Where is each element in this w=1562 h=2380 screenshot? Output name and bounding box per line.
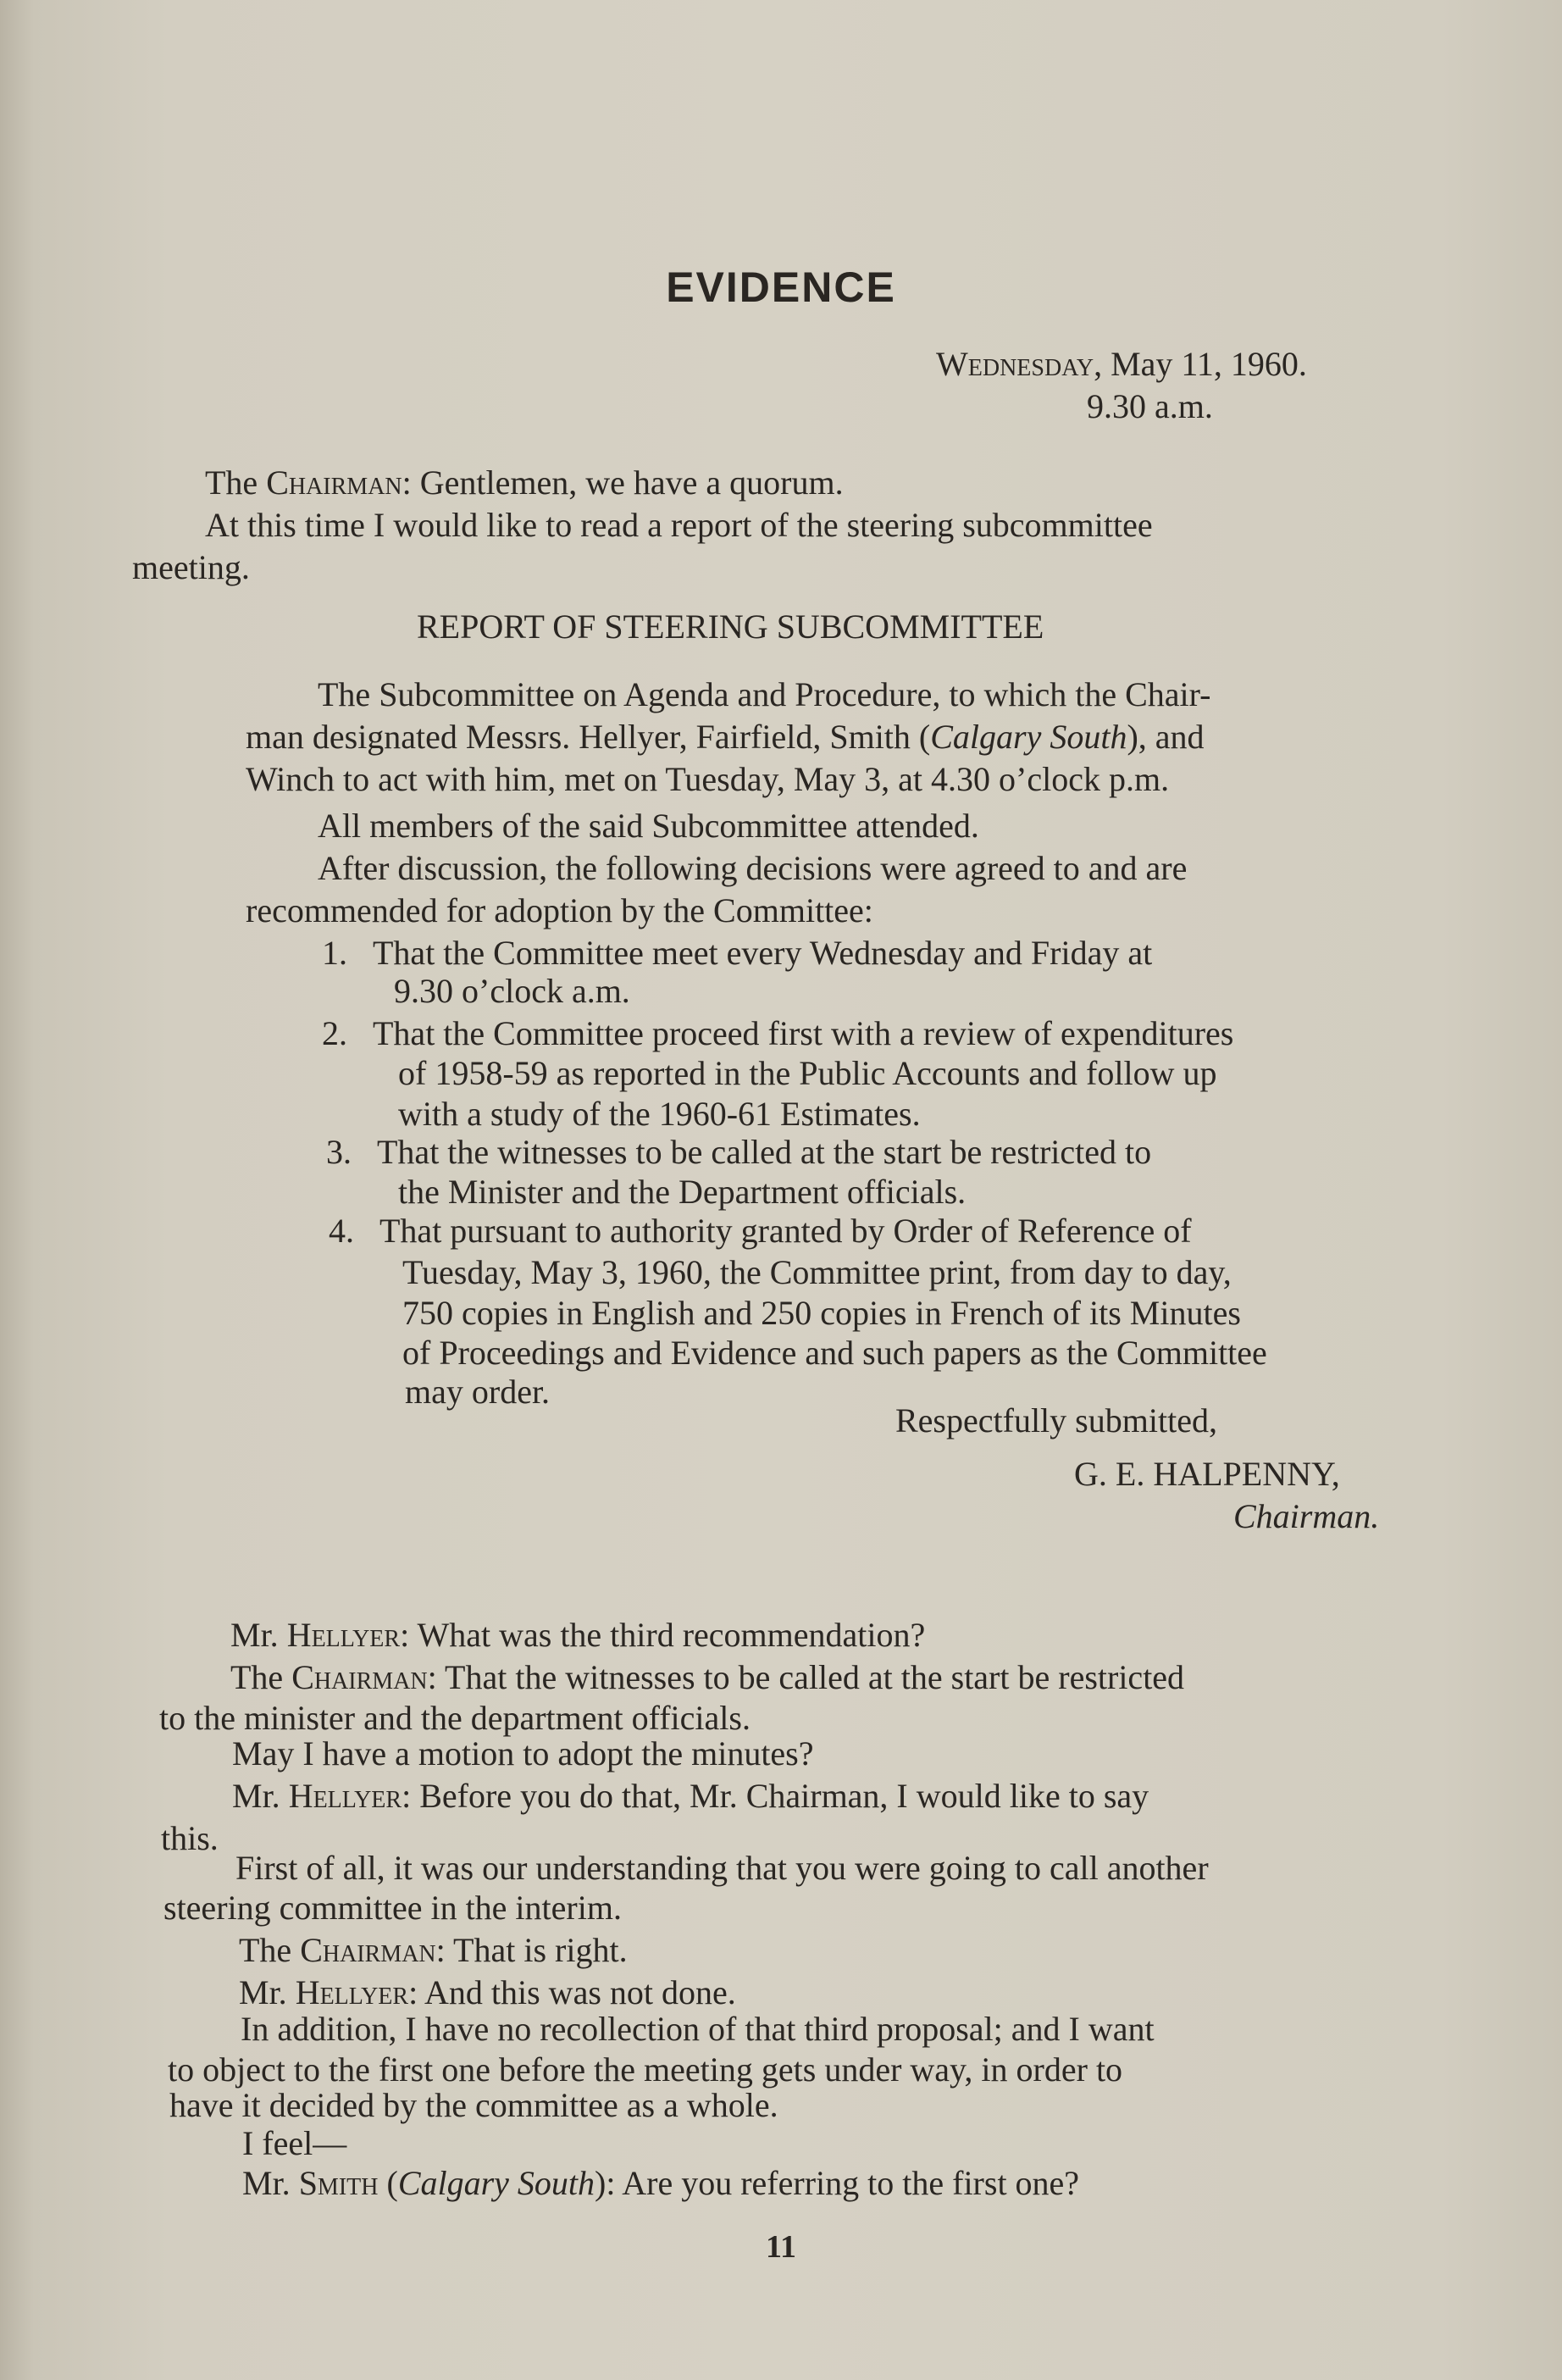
transcript-line-11: In addition, I have no recollection of that third proposal; and I want bbox=[241, 2010, 1155, 2048]
transcript-line-5 bbox=[232, 1775, 1149, 1817]
prefix: Mr. bbox=[230, 1616, 287, 1654]
prefix: The bbox=[230, 1658, 292, 1696]
report-heading: REPORT OF STEERING SUBCOMMITTEE bbox=[417, 607, 1044, 646]
item-number: 4. bbox=[329, 1212, 354, 1250]
report-item-1 bbox=[322, 932, 1152, 974]
item-number: 3. bbox=[326, 1133, 352, 1171]
report-item-3 bbox=[326, 1131, 1151, 1173]
report-para3-line1: After discussion, the following decisions were agreed to and are bbox=[318, 849, 1188, 887]
report-para2: All members of the said Subcommittee attended. bbox=[318, 807, 979, 845]
report-item-4-cont-1: Tuesday, May 3, 1960, the Committee print, from day to day, bbox=[402, 1253, 1232, 1291]
report-closing: Respectfully submitted, bbox=[895, 1401, 1217, 1440]
speech: : And this was not done. bbox=[408, 1973, 736, 2011]
report-item-4-cont-3: of Proceedings and Evidence and such papers as the Committee bbox=[402, 1334, 1267, 1372]
transcript-line-14: I feel— bbox=[242, 2124, 347, 2162]
report-item-2-cont-2: with a study of the 1960-61 Estimates. bbox=[398, 1095, 921, 1133]
transcript-line-9 bbox=[239, 1929, 628, 1972]
item-text: That the witnesses to be called at the start be restricted to bbox=[377, 1133, 1152, 1171]
transcript-line-1 bbox=[230, 1614, 925, 1656]
speaker-prefix: The bbox=[205, 463, 267, 502]
speech: : What was the third recommendation? bbox=[400, 1616, 926, 1654]
item-number: 1. bbox=[322, 934, 347, 972]
para1-after: ), and bbox=[1127, 718, 1205, 756]
speaker-chairman: Chairman bbox=[266, 463, 402, 502]
speech: : That the witnesses to be called at the start be restricted bbox=[427, 1658, 1185, 1696]
transcript-line-4: May I have a motion to adopt the minutes? bbox=[232, 1734, 814, 1773]
page-number: 11 bbox=[766, 2229, 796, 2265]
time-line: 9.30 a.m. bbox=[1087, 387, 1213, 425]
para1-text: man designated Messrs. Hellyer, Fairfield, Smith ( bbox=[246, 718, 931, 756]
opening-text: : Gentlemen, we have a quorum. bbox=[402, 463, 844, 502]
prefix: The bbox=[239, 1931, 301, 1969]
report-item-1-cont: 9.30 o’clock a.m. bbox=[394, 972, 630, 1010]
weekday: Wednesday bbox=[936, 345, 1094, 383]
item-number: 2. bbox=[322, 1014, 347, 1052]
report-item-4-cont-2: 750 copies in English and 250 copies in French of its Minutes bbox=[402, 1294, 1241, 1332]
report-para1-line2 bbox=[246, 716, 1205, 758]
speech: : Before you do that, Mr. Chairman, I would like to say bbox=[402, 1777, 1149, 1815]
speaker: Chairman bbox=[300, 1931, 436, 1969]
speech: : That is right. bbox=[435, 1931, 628, 1969]
report-signatory-title: Chairman. bbox=[1233, 1497, 1380, 1535]
transcript-line-15 bbox=[242, 2162, 1079, 2205]
report-para3-line2: recommended for adoption by the Committee: bbox=[246, 891, 873, 929]
item-text: That the Committee proceed first with a review of expenditures bbox=[373, 1014, 1234, 1052]
report-item-4 bbox=[329, 1210, 1192, 1252]
item-text: That pursuant to authority granted by Order of Reference of bbox=[379, 1212, 1192, 1250]
prefix: Mr. bbox=[239, 1973, 296, 2011]
report-item-2-cont-1: of 1958-59 as reported in the Public Accounts and follow up bbox=[398, 1054, 1217, 1092]
transcript-line-13: have it decided by the committee as a whole. bbox=[169, 2086, 778, 2124]
item-text: That the Committee meet every Wednesday and Friday at bbox=[373, 934, 1153, 972]
transcript-line-3: to the minister and the department officials. bbox=[159, 1699, 751, 1737]
opening-line-1 bbox=[205, 462, 844, 504]
report-para1-line1: The Subcommittee on Agenda and Procedure, to which the Chair- bbox=[318, 675, 1211, 713]
prefix: Mr. bbox=[242, 2164, 299, 2202]
speaker: Hellyer bbox=[286, 1616, 401, 1654]
transcript-line-8: steering committee in the interim. bbox=[163, 1889, 622, 1927]
report-signatory: G. E. HALPENNY, bbox=[1074, 1455, 1340, 1493]
transcript-line-2 bbox=[230, 1656, 1184, 1699]
transcript-line-6: this. bbox=[161, 1819, 219, 1857]
riding-italic: Calgary South bbox=[397, 2164, 595, 2202]
date-line bbox=[936, 343, 1307, 386]
transcript-line-7: First of all, it was our understanding that you were going to call another bbox=[235, 1849, 1209, 1887]
report-item-2 bbox=[322, 1012, 1233, 1055]
date-rest: , May 11, 1960. bbox=[1094, 345, 1307, 383]
speaker: Smith bbox=[298, 2164, 379, 2202]
page-title: EVIDENCE bbox=[666, 264, 896, 311]
paren: ( bbox=[378, 2164, 398, 2202]
opening-line-3: meeting. bbox=[132, 548, 250, 586]
report-item-4-cont-4: may order. bbox=[405, 1373, 551, 1411]
report-para1-line3: Winch to act with him, met on Tuesday, May 3, at 4.30 o’clock p.m. bbox=[246, 760, 1170, 798]
para1-italic: Calgary South bbox=[930, 718, 1127, 756]
speech: ): Are you referring to the first one? bbox=[595, 2164, 1080, 2202]
prefix: Mr. bbox=[232, 1777, 289, 1815]
report-item-3-cont: the Minister and the Department officials. bbox=[398, 1173, 967, 1211]
opening-line-2: At this time I would like to read a report of the steering subcommittee bbox=[205, 506, 1153, 544]
speaker: Hellyer bbox=[288, 1777, 402, 1815]
speaker: Hellyer bbox=[295, 1973, 409, 2011]
speaker: Chairman bbox=[291, 1658, 428, 1696]
transcript-line-12: to object to the first one before the meeting gets under way, in order to bbox=[168, 2050, 1123, 2089]
